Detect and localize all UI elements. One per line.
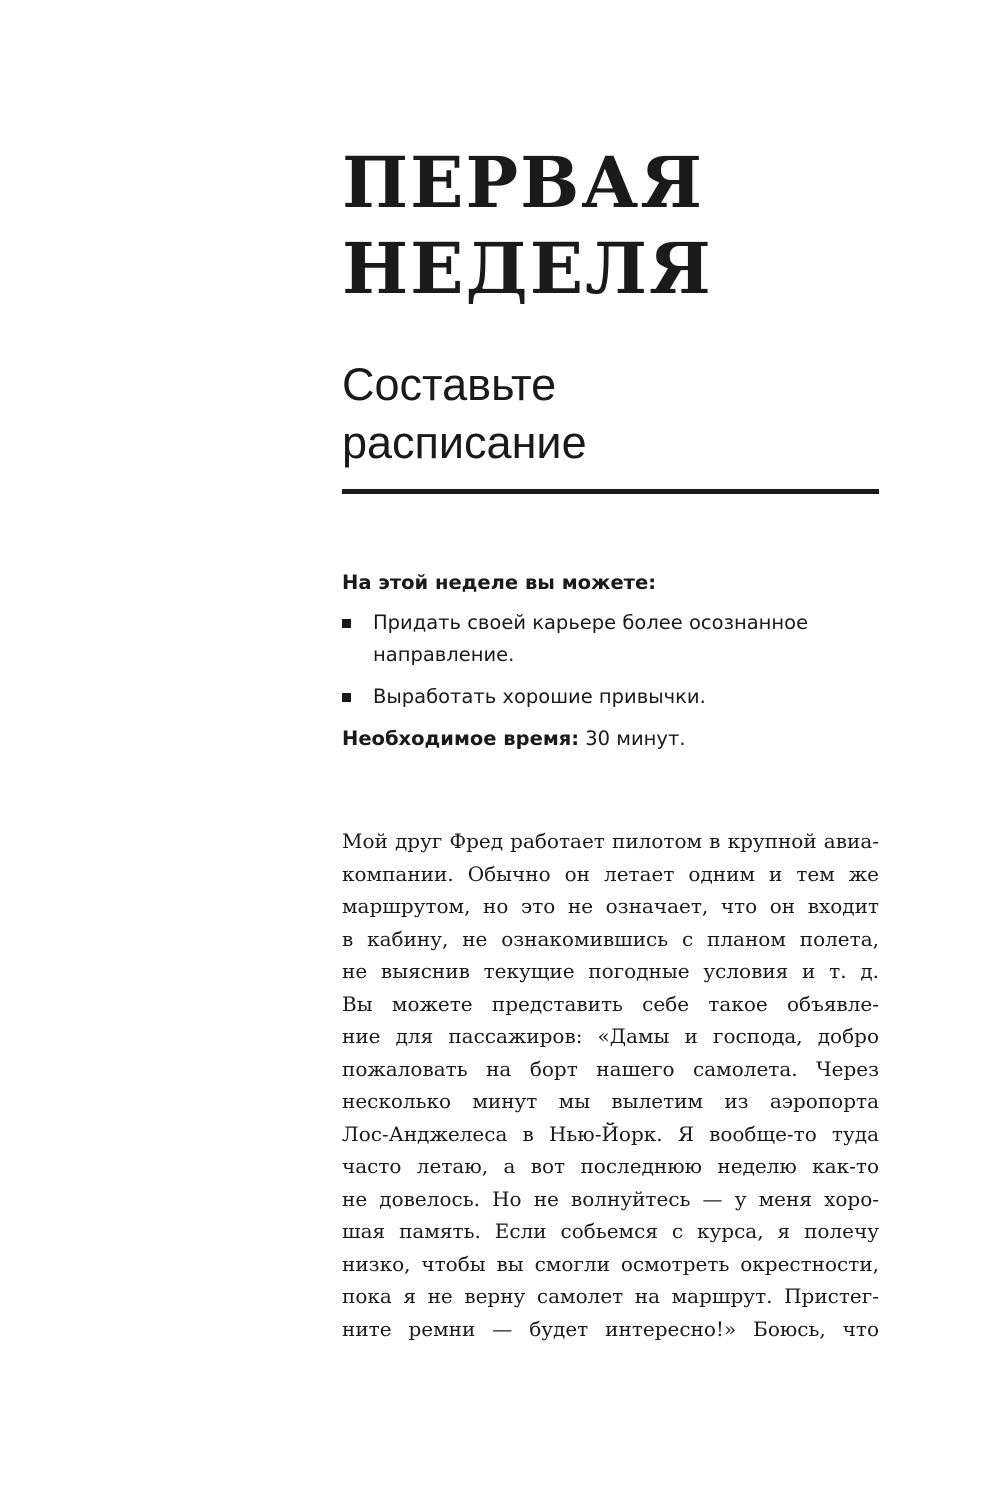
body-line: ните ремни — будет интересно!» Боюсь, что [342, 1316, 879, 1341]
body-line: часто летаю, а вот последнюю неделю как-то [342, 1154, 879, 1178]
required-time-value: 30 минут. [579, 727, 686, 750]
required-time [342, 723, 882, 755]
summary-item-line: направление. [373, 643, 515, 666]
summary-heading: На этой неделе вы можете: [342, 571, 656, 594]
body-line: не выяснив текущие погодные условия и т. д. [342, 959, 879, 983]
summary-list [342, 607, 882, 713]
square-bullet-icon [342, 619, 351, 628]
chapter-title-line: ПЕРВАЯ [342, 141, 704, 224]
body-paragraph [342, 825, 879, 1345]
summary-list-item [342, 607, 882, 671]
body-line: низко, чтобы вы смогли осмотреть окрестности, [342, 1251, 879, 1276]
body-line: Вы можете представить себе такое объявле- [342, 991, 879, 1016]
body-line: в кабину, не ознакомившись с планом полета, [342, 926, 879, 951]
square-bullet-icon [342, 693, 351, 702]
summary-list-item [342, 681, 882, 713]
body-line: компании. Обычно он летает одним и тем же [342, 861, 879, 886]
body-line: маршрутом, но это не означает, что он входит [342, 894, 879, 918]
chapter-subtitle-line: расписание [342, 417, 587, 468]
chapter-subtitle [342, 356, 587, 472]
section-divider [342, 489, 879, 494]
body-line: не довелось. Но не волнуйтесь — у меня хоро- [342, 1186, 879, 1211]
body-line: пожаловать на борт нашего самолета. Через [342, 1056, 879, 1081]
chapter-title-line: НЕДЕЛЯ [342, 227, 713, 310]
body-line: ние для пассажиров: «Дамы и господа, добро [342, 1024, 879, 1048]
chapter-title [342, 140, 713, 312]
chapter-summary [342, 567, 882, 755]
required-time-label: Необходимое время: [342, 727, 580, 750]
body-line: шая память. Если собьемся с курса, я полечу [342, 1219, 879, 1243]
summary-item-line: Выработать хорошие привычки. [373, 685, 706, 708]
body-line: Лос-Анджелеса в Нью-Йорк. Я вообще-то туда [342, 1121, 879, 1146]
body-line: Мой друг Фред работает пилотом в крупной авиа- [342, 829, 879, 853]
body-line: пока я не верну самолет на маршрут. Пристег- [342, 1284, 879, 1308]
chapter-subtitle-line: Составьте [342, 359, 557, 410]
summary-item-line: Придать своей карьере более осознанное [373, 611, 809, 634]
body-line: несколько минут мы вылетим из аэропорта [342, 1089, 879, 1113]
